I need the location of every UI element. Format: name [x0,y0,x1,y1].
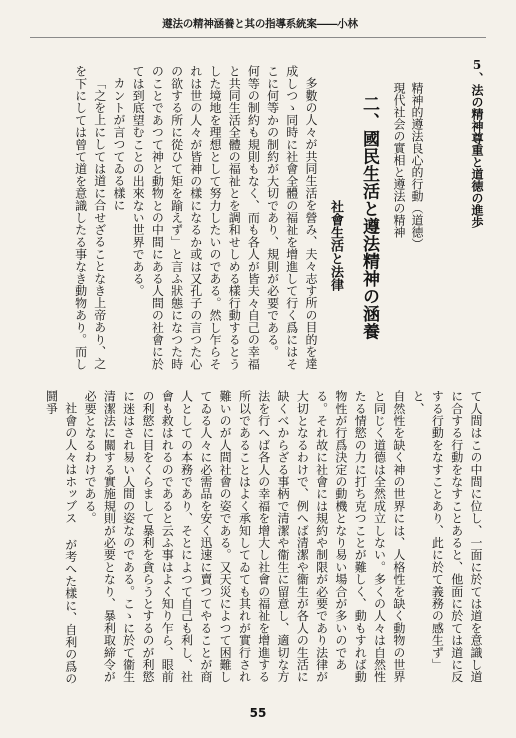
section-5-subtitle-2: 現代社会の實相と遵法の精神 [392,82,406,238]
paragraph: 社會の人々はホッブス が考へた樣に、自利の爲の鬪爭 [44,390,78,685]
page-number: 55 [249,706,267,720]
quotation: 「之を上にしては道に合せざることなき上帝あり、之を下にしては曾て道を意識したる事なき動物あり。而し [73,65,107,370]
paragraph: 多數の人々が共同生活を營み、夫々志す所の目的を達成しつゝ同時に社會全體の福祉を增進して行く爲にはそこに何等かの制約が大切であり、規則が必要である。 [265,65,318,370]
running-header: 遵法の精神涵養と其の指導系統案――小林 [162,18,358,30]
paragraph: 何等の制約も規則もなく、而も各人が皆夫々自己の幸福と共同生活全體の福祉とを調和せしめる樣行動するとうした境地を理想として努力したいのである。然し乍らそれは世の人々が皆神の樣になるか或は又孔子の言つた心の欲する所に從ひて矩を踰えず」と言ふ狀態になつた時のことであつて神と動物との中間にある人間の社會に於ては到底望むことの出來ない世界である。 [131,65,261,370]
section-5-subtitle-1: 精神的遵法良心的行動（道徳） [410,82,424,250]
paragraph: カントが言つてゐる樣に [111,77,126,212]
section-5-subtitles [390,82,426,378]
lower-body-text [30,390,485,690]
section-2-title: 二、國民生活と遵法精神の涵養 [359,95,379,340]
subsection-title: 社會生活と法律 [328,200,343,291]
header-rule [30,37,486,38]
section-5-title: 5、法の精神尊重と道徳の進歩 [470,58,484,228]
upper-body-text [30,65,320,377]
paragraph: 自然性を缺く神の世界には、人格性を缺く動物の世界と同じく道德は全然成立しない。多くの人々は自然性たる情慾の力に打ち克つことが難しく、動もすれば動物性が行爲決定の動機となり易い場合が多いのである。それ故に社會には規約や制限が必要であり法律が大切となるわけで、例へば清潔や衞生が各人の生活に缺くべからざる事柄で清潔や衞生に留意し、適切な方法を行へば各人の幸福を增大し社會の福祉を增進する所以であることはよく承知してゐても其れが實行され難いのが人間社會の姿である。又天災によつて困難してゐる人々に必需品を安く迅速に賣つてやることが商人としての本務であり、そとによつて自己も利し、社會も救はれるのであると云ふ事はよく知り乍ら、眼前の利慾に目をくらまして暴利を貪らうとするのが利慾に迷はされ易い人間の姿なのである。こゝに於て衞生清潔法に關する實施規則が必要となり、暴利取締令が必要となるわけである。 [83,390,406,683]
paragraph: て人間はこの中間に位し、一面に於ては道を意識し道に合する行動をなすことあると、他面に於ては道に反する行動をなすことあり、此に於て義務の感生ず」と、 [411,390,483,683]
